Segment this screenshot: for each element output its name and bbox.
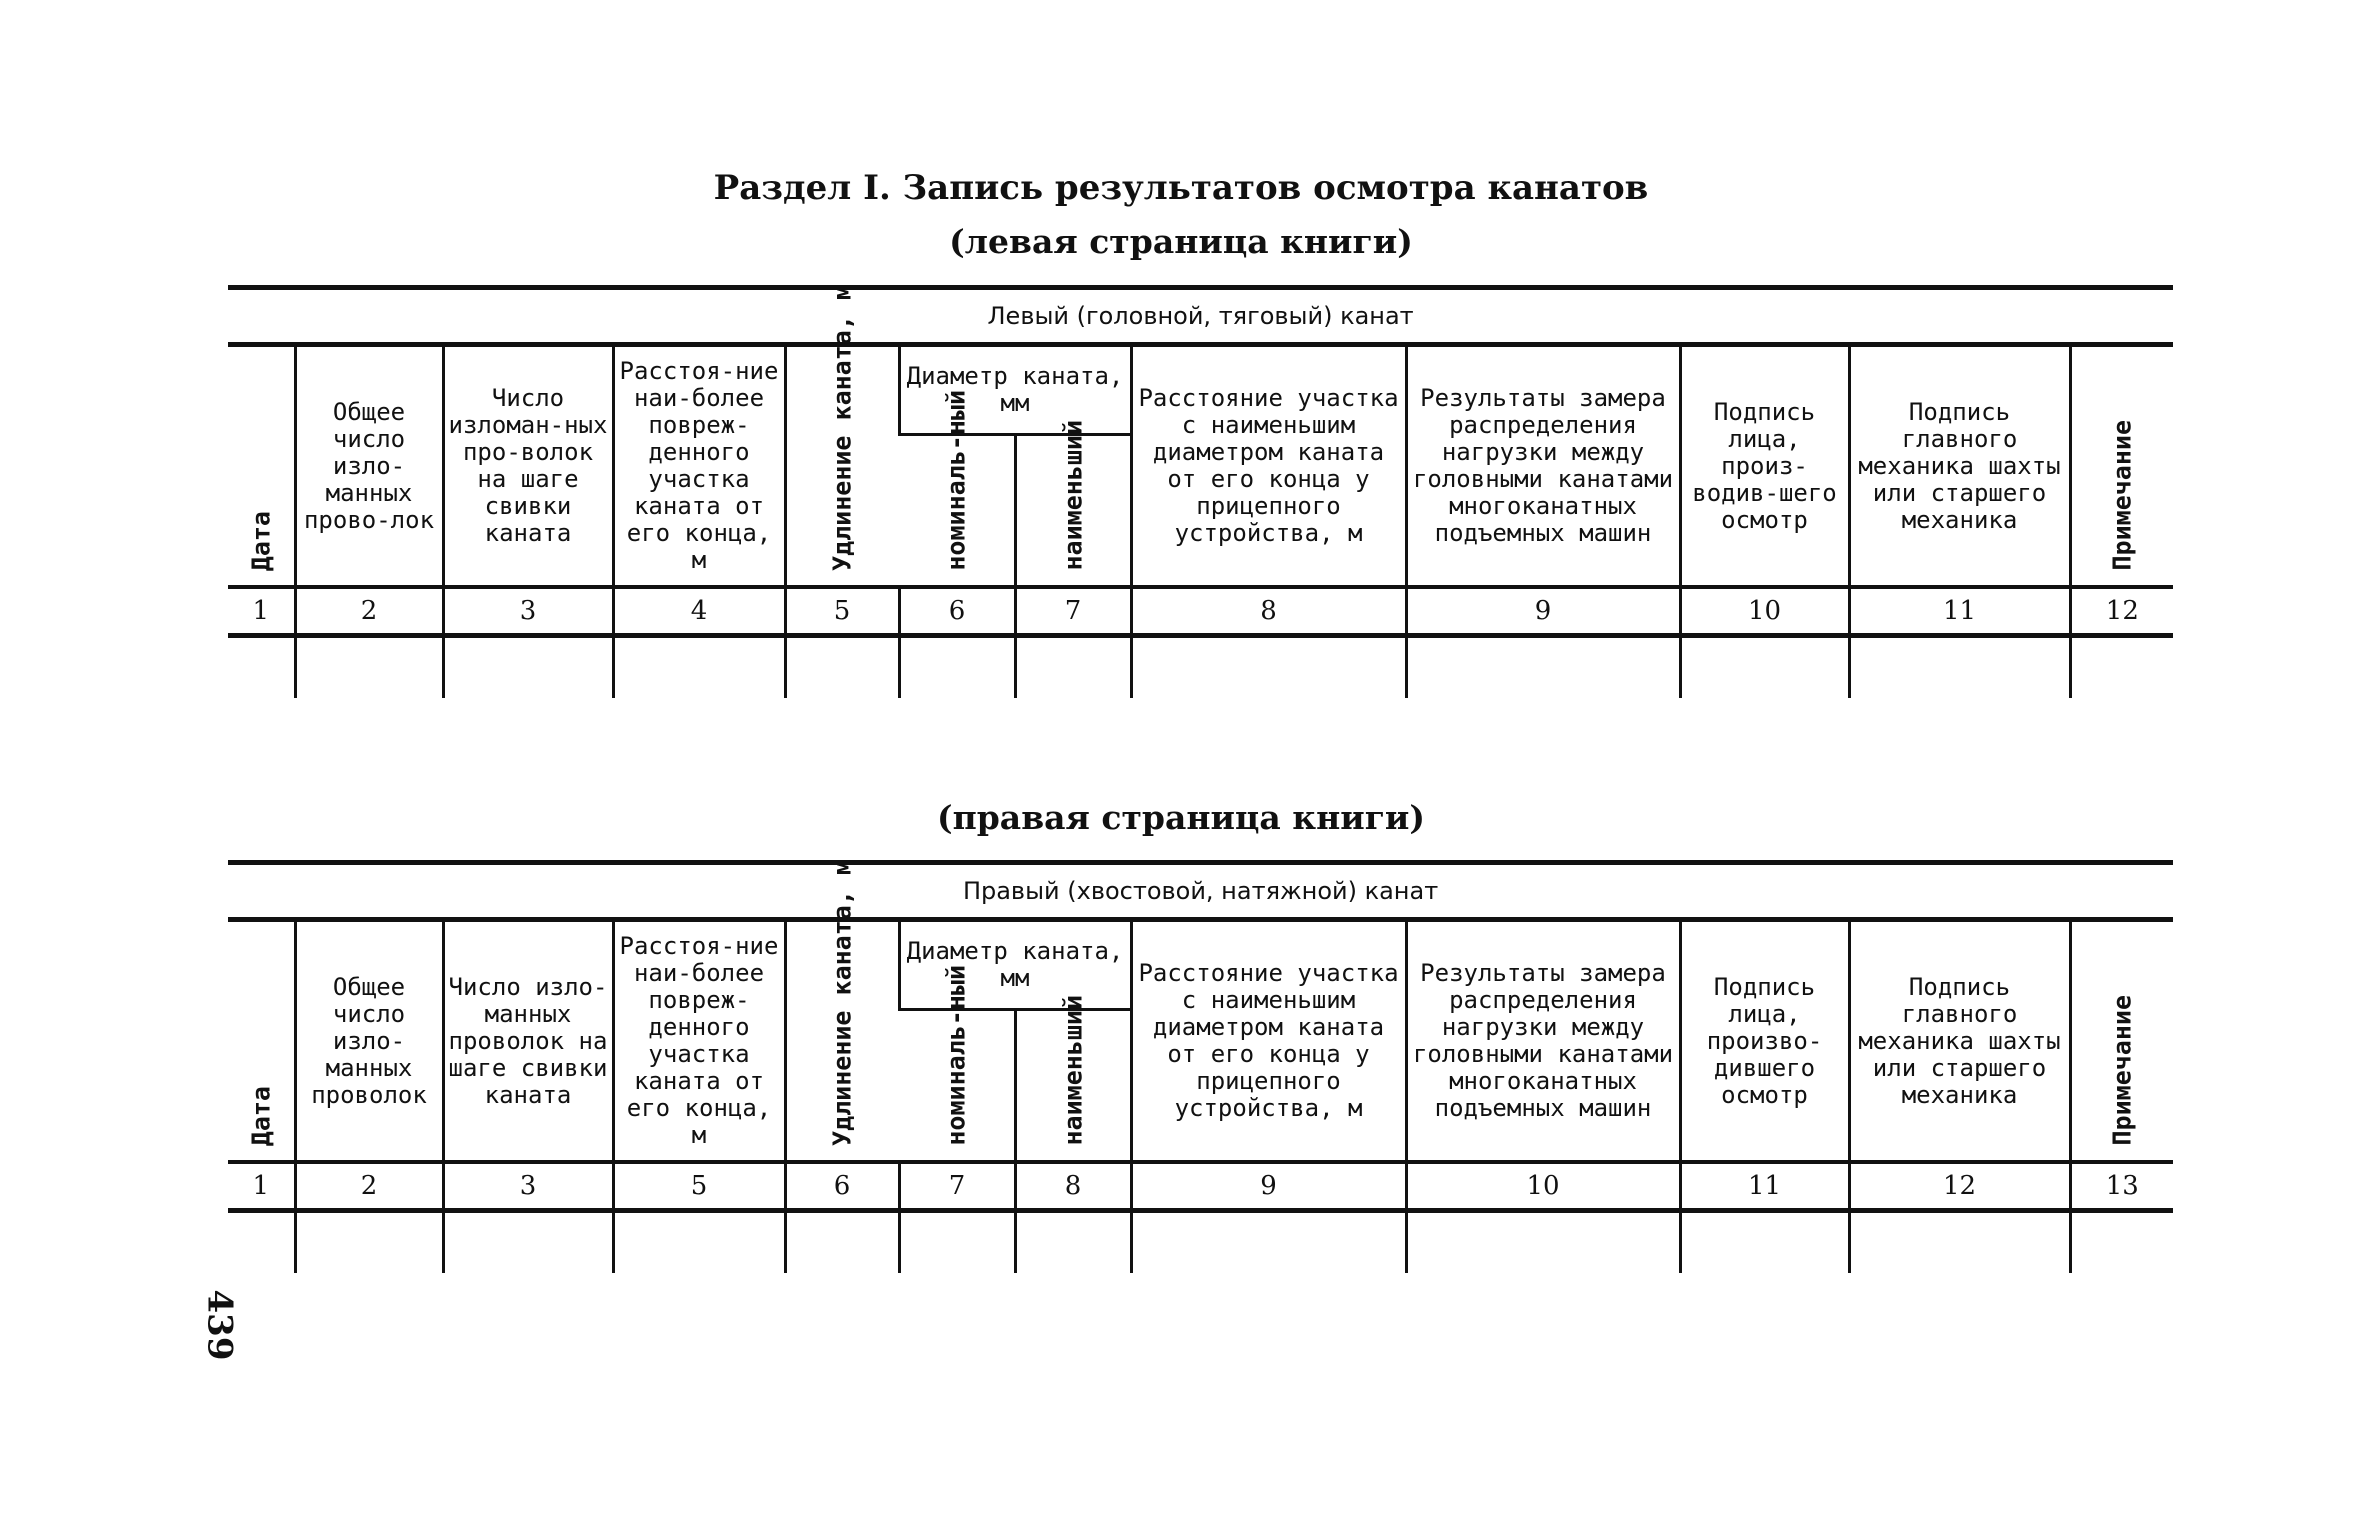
- nominal-diameter-header: [899, 965, 1015, 1163]
- entry-cell: [2070, 636, 2173, 699]
- smallest-diameter-label: наименьший: [1058, 995, 1088, 1146]
- right-entry-row: [228, 1211, 2173, 1274]
- column-number: 10: [1406, 1162, 1680, 1211]
- total-broken-header: Общее число изло-манных проволок: [295, 920, 443, 1163]
- column-number: 12: [2070, 587, 2173, 636]
- elongation-header-label: Удлинение каната, м: [827, 285, 857, 571]
- column-number: 3: [443, 1162, 613, 1211]
- entry-cell: [899, 1211, 1015, 1274]
- entry-cell: [295, 1211, 443, 1274]
- entry-cell: [443, 1211, 613, 1274]
- entry-cell: [1406, 636, 1680, 699]
- elongation-header-label: Удлинение каната, м: [827, 860, 857, 1146]
- damaged-distance-header: Расстоя-ние наи-более повреж-денного участка каната от его конца, м: [613, 345, 785, 588]
- column-number: 8: [1015, 1162, 1131, 1211]
- date-header: [228, 345, 295, 588]
- date-header-label: Дата: [246, 1085, 276, 1146]
- entry-cell: [1680, 1211, 1849, 1274]
- column-number: 11: [1849, 587, 2070, 636]
- smallest-diameter-label: наименьший: [1058, 420, 1088, 571]
- mechanic-signature-header: Подпись главного механика шахты или старшего механика: [1849, 345, 2070, 588]
- entry-cell: [613, 1211, 785, 1274]
- column-number: 5: [613, 1162, 785, 1211]
- diameter-header: Диаметр каната, мм: [899, 345, 1131, 435]
- nominal-diameter-header: [899, 390, 1015, 588]
- entry-cell: [613, 636, 785, 699]
- right-table-caption: Правый (хвостовой, натяжной) канат: [228, 863, 2173, 920]
- right-rope-table: [228, 860, 2173, 1273]
- broken-per-lay-header: Число изло-манных проволок на шаге свивки каната: [443, 920, 613, 1163]
- column-number: 11: [1680, 1162, 1849, 1211]
- column-number: 2: [295, 1162, 443, 1211]
- entry-cell: [1015, 1211, 1131, 1274]
- entry-cell: [295, 636, 443, 699]
- mechanic-signature-header: Подпись главного механика шахты или старшего механика: [1849, 920, 2070, 1163]
- entry-cell: [785, 636, 899, 699]
- column-number: 10: [1680, 587, 1849, 636]
- column-number: 6: [899, 587, 1015, 636]
- page-number: 439: [199, 1289, 240, 1361]
- entry-cell: [1849, 1211, 2070, 1274]
- right-page-label: (правая страница книги): [936, 798, 1426, 837]
- date-header: [228, 920, 295, 1163]
- load-results-header: Результаты замера распределения нагрузки между головными канатами многоканатных подъемных машин: [1406, 345, 1680, 588]
- left-page-label: (левая страница книги): [949, 222, 1413, 261]
- entry-cell: [899, 636, 1015, 699]
- column-number: 4: [613, 587, 785, 636]
- column-number: 12: [1849, 1162, 2070, 1211]
- section-title: Раздел I. Запись результатов осмотра канатов: [713, 168, 1649, 208]
- entry-cell: [1131, 1211, 1406, 1274]
- column-number: 8: [1131, 587, 1406, 636]
- column-number: 3: [443, 587, 613, 636]
- entry-cell: [1680, 636, 1849, 699]
- broken-per-lay-header: Число изломан-ных про-волок на шаге свивки каната: [443, 345, 613, 588]
- entry-cell: [228, 636, 295, 699]
- elongation-header: [785, 285, 899, 588]
- column-number: 7: [1015, 587, 1131, 636]
- entry-cell: [785, 1211, 899, 1274]
- entry-cell: [443, 636, 613, 699]
- entry-cell: [2070, 1211, 2173, 1274]
- column-number: 6: [785, 1162, 899, 1211]
- date-header-label: Дата: [246, 510, 276, 571]
- column-number: 9: [1131, 1162, 1406, 1211]
- note-header-label: Примечание: [2107, 420, 2137, 571]
- entry-cell: [1131, 636, 1406, 699]
- column-number: 2: [295, 587, 443, 636]
- entry-cell: [228, 1211, 295, 1274]
- left-rope-table: [228, 285, 2173, 698]
- column-number: 1: [228, 1162, 295, 1211]
- nominal-diameter-label: номиналь-ный: [941, 965, 971, 1146]
- right-column-numbers: [228, 1162, 2173, 1211]
- column-number: 13: [2070, 1162, 2173, 1211]
- smallest-diameter-header: [1015, 420, 1131, 588]
- damaged-distance-header: Расстоя-ние наи-более повреж-денного участка каната от его конца, м: [613, 920, 785, 1163]
- inspector-signature-header: Подпись лица, произво-дившего осмотр: [1680, 920, 1849, 1163]
- nominal-diameter-label: номиналь-ный: [941, 390, 971, 571]
- diameter-header: Диаметр каната, мм: [899, 920, 1131, 1010]
- column-number: 5: [785, 587, 899, 636]
- elongation-header: [785, 860, 899, 1163]
- entry-cell: [1849, 636, 2070, 699]
- note-header-label: Примечание: [2107, 995, 2137, 1146]
- load-results-header: Результаты замера распределения нагрузки между головными канатами многоканатных подъемных машин: [1406, 920, 1680, 1163]
- entry-cell: [1406, 1211, 1680, 1274]
- column-number: 7: [899, 1162, 1015, 1211]
- min-diameter-distance-header: Расстояние участка с наименьшим диаметром каната от его конца у прицепного устройства, м: [1131, 345, 1406, 588]
- column-number: 9: [1406, 587, 1680, 636]
- left-entry-row: [228, 636, 2173, 699]
- inspector-signature-header: Подпись лица, произ-водив-шего осмотр: [1680, 345, 1849, 588]
- column-number: 1: [228, 587, 295, 636]
- left-table-caption: Левый (головной, тяговый) канат: [228, 288, 2173, 345]
- note-header: [2070, 345, 2173, 588]
- smallest-diameter-header: [1015, 995, 1131, 1163]
- entry-cell: [1015, 636, 1131, 699]
- left-column-numbers: [228, 587, 2173, 636]
- total-broken-header: Общее число изло-манных прово-лок: [295, 345, 443, 588]
- min-diameter-distance-header: Расстояние участка с наименьшим диаметром каната от его конца у прицепного устройства, м: [1131, 920, 1406, 1163]
- note-header: [2070, 920, 2173, 1163]
